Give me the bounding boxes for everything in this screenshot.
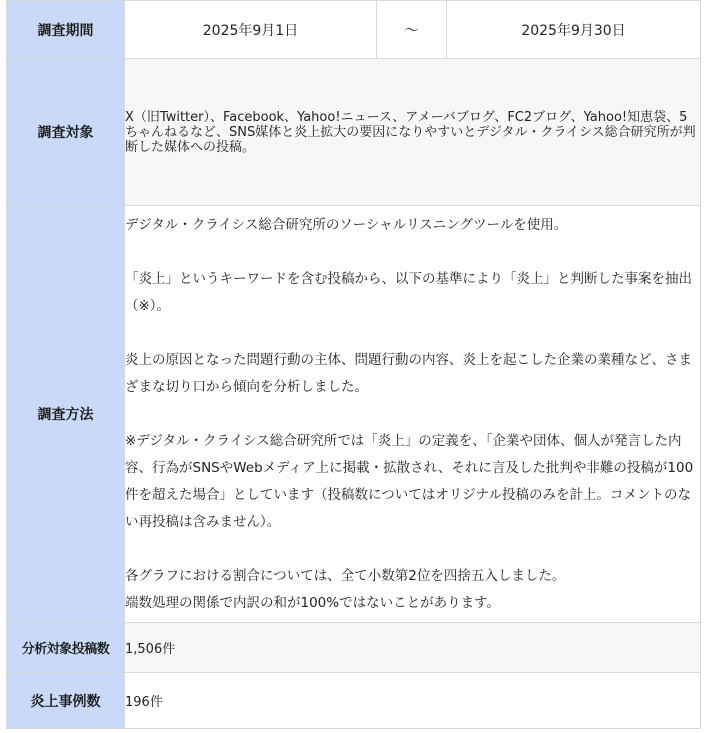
- posts-value: 1,506件: [125, 623, 701, 673]
- method-paragraph-3: 炎上の原因となった問題行動の主体、問題行動の内容、炎上を起こした企業の業種など、さまざまな切り口から傾向を分析しました。: [125, 351, 692, 395]
- method-paragraph-5a: 各グラフにおける割合については、全て小数第2位を四捨五入しました。: [125, 567, 566, 584]
- row-period: [7, 1, 701, 59]
- method-paragraph-1: デジタル・クライシス総合研究所のソーシャルリスニングツールを使用。: [125, 216, 568, 233]
- cases-label: 炎上事例数: [7, 673, 125, 729]
- row-target: [7, 59, 701, 206]
- posts-label: 分析対象投稿数: [7, 623, 125, 673]
- row-method: [7, 206, 701, 623]
- target-label: 調査対象: [7, 59, 125, 206]
- method-cell: [125, 206, 701, 623]
- period-separator: 〜: [377, 1, 447, 59]
- period-label: 調査期間: [7, 1, 125, 59]
- cases-value: 196件: [125, 673, 701, 729]
- row-posts: [7, 623, 701, 673]
- method-text: [125, 212, 700, 617]
- method-label: 調査方法: [7, 206, 125, 623]
- method-paragraph-5b: 端数処理の関係で内訳の和が100%ではないことがあります。: [125, 594, 501, 611]
- method-paragraph-2: 「炎上」というキーワードを含む投稿から、以下の基準により「炎上」と判断した事案を抽出（※）。: [125, 270, 692, 314]
- survey-table: [6, 0, 701, 729]
- row-cases: [7, 673, 701, 729]
- target-text: X（旧Twitter）、Facebook、Yahoo!ニュース、アメーバブログ、FC2ブログ、Yahoo!知恵袋、5ちゃんねるなど、SNS媒体と炎上拡大の要因になりやすいとデジタル・クライシス総合研究所が判断した媒体への投稿。: [125, 109, 696, 155]
- period-end: 2025年9月30日: [447, 1, 701, 59]
- target-cell: [125, 59, 701, 206]
- period-start: 2025年9月1日: [125, 1, 377, 59]
- method-paragraph-4: ※デジタル・クライシス総合研究所では「炎上」の定義を、「企業や団体、個人が発言した内容、行為がSNSやWebメディア上に掲載・拡散され、それに言及した批判や非難の投稿が100件を超えた場合」としています（投稿数についてはオリジナル投稿のみを計上。コメントのない再投稿は含みません）。: [125, 432, 694, 530]
